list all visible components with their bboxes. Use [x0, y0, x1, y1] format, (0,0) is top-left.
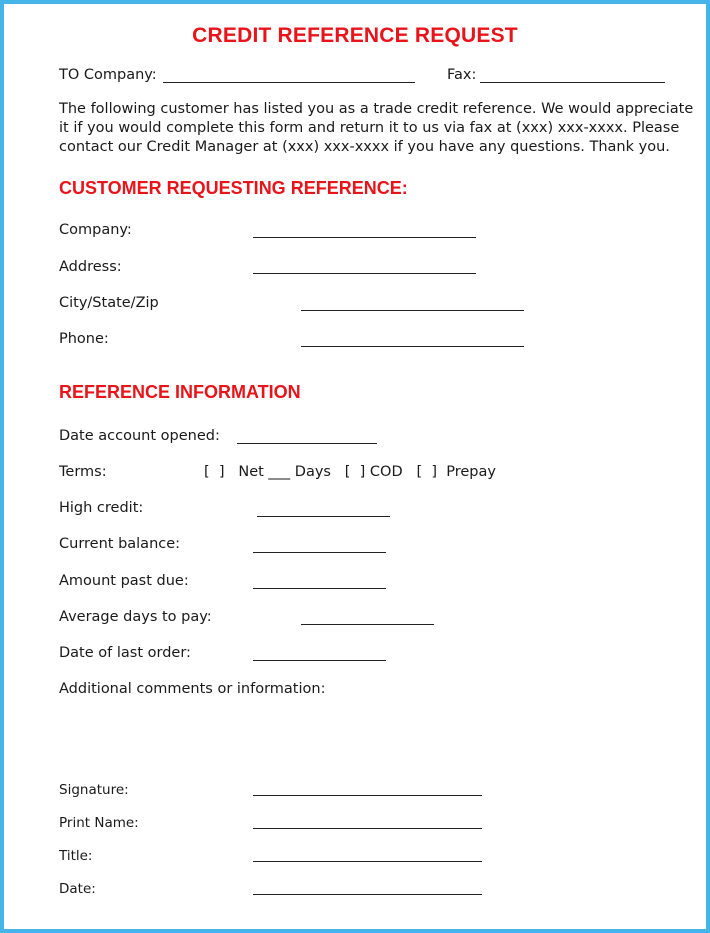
high-credit-label: High credit:	[59, 500, 144, 516]
to-company-field[interactable]	[163, 82, 415, 83]
title-label: Title:	[59, 848, 93, 864]
terms-options[interactable]: [ ] Net ___ Days [ ] COD [ ] Prepay	[204, 464, 496, 480]
address-field[interactable]	[253, 273, 476, 274]
last-order-field[interactable]	[253, 660, 386, 661]
terms-label: Terms:	[59, 464, 107, 480]
customer-section-heading: CUSTOMER REQUESTING REFERENCE:	[59, 178, 408, 198]
form-title: CREDIT REFERENCE REQUEST	[192, 24, 518, 47]
date-label: Date:	[59, 881, 96, 897]
phone-label: Phone:	[59, 331, 109, 347]
signature-label: Signature:	[59, 782, 129, 798]
fax-field[interactable]	[480, 82, 665, 83]
intro-line: contact our Credit Manager at (xxx) xxx-xxxx if you have any questions. Thank you.	[59, 139, 670, 155]
past-due-label: Amount past due:	[59, 573, 189, 589]
address-label: Address:	[59, 259, 122, 275]
comments-label: Additional comments or information:	[59, 681, 326, 697]
avg-days-label: Average days to pay:	[59, 609, 212, 625]
date-opened-label: Date account opened:	[59, 428, 220, 444]
company-label: Company:	[59, 222, 132, 238]
city-state-zip-label: City/State/Zip	[59, 295, 159, 311]
high-credit-field[interactable]	[257, 516, 390, 517]
intro-line: it if you would complete this form and return it to us via fax at (xxx) xxx-xxxx. Please	[59, 120, 680, 136]
print-name-label: Print Name:	[59, 815, 139, 831]
comments-area[interactable]	[59, 704, 659, 766]
intro-line: The following customer has listed you as a trade credit reference. We would appreciate	[59, 101, 694, 117]
current-balance-label: Current balance:	[59, 536, 181, 552]
print-name-field[interactable]	[253, 828, 482, 829]
avg-days-field[interactable]	[301, 624, 434, 625]
intro-paragraph	[59, 100, 699, 157]
date-opened-field[interactable]	[237, 443, 377, 444]
phone-field[interactable]	[301, 346, 524, 347]
fax-label: Fax:	[447, 67, 477, 83]
city-state-zip-field[interactable]	[301, 310, 524, 311]
to-company-label: TO Company:	[59, 67, 157, 83]
last-order-label: Date of last order:	[59, 645, 191, 661]
title-field[interactable]	[253, 861, 482, 862]
current-balance-field[interactable]	[253, 552, 386, 553]
company-field[interactable]	[253, 237, 476, 238]
signature-field[interactable]	[253, 795, 482, 796]
date-field[interactable]	[253, 894, 482, 895]
reference-section-heading: REFERENCE INFORMATION	[59, 382, 301, 402]
past-due-field[interactable]	[253, 588, 386, 589]
